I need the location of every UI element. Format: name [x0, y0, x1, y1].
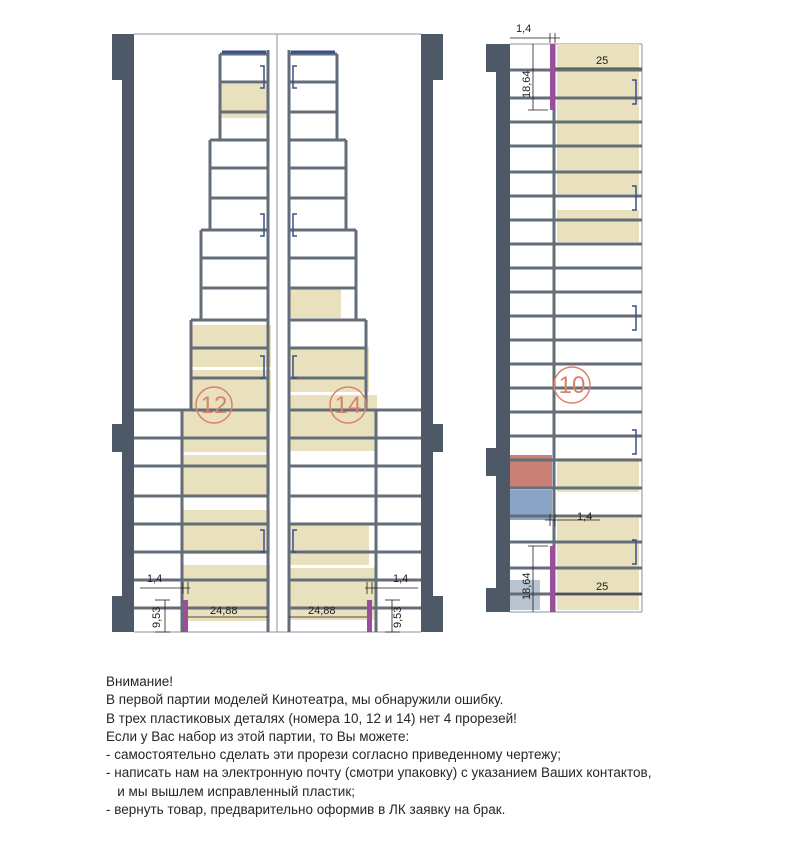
dim-slot-width-top: 1,4	[516, 23, 532, 35]
notice-line: и мы вышлем исправленный пластик;	[106, 783, 355, 799]
veneer-left	[182, 84, 271, 621]
dim-slot-depth-bottom: 18,64	[521, 572, 533, 600]
part-number-10: 10	[558, 372, 586, 399]
notice-line: - написать нам на электронную почту (смотри упаковку) с указанием Ваших контактов,	[106, 765, 652, 781]
notice-line: В первой партии моделей Кинотеатра, мы обнаружили ошибку.	[106, 692, 504, 708]
slot-top	[550, 44, 555, 110]
part-number-12: 12	[200, 392, 228, 419]
right-panel-frame	[421, 34, 443, 632]
notice-line: Если у Вас набор из этой партии, то Вы можете:	[106, 728, 410, 744]
notice-line: В трех пластиковых деталях (номера 10, 12 и 14) нет 4 прорезей!	[106, 710, 517, 726]
notice-line: - вернуть товар, предварительно оформив в ЛК заявку на брак.	[106, 802, 506, 818]
left-panel	[112, 34, 443, 632]
dim-offset-top: 25	[596, 55, 609, 67]
notice-heading: Внимание!	[106, 674, 174, 689]
dim-offset-right: 24,88	[308, 605, 336, 617]
dim-slot-depth-left: 9,53	[151, 606, 163, 628]
right-panel	[486, 23, 642, 612]
part-10-frame	[486, 44, 510, 612]
dim-slot-depth-top: 18,64	[521, 70, 533, 98]
dim-slot-depth-right: 9,53	[392, 606, 404, 628]
dim-slot-width-bottom: 1,4	[577, 511, 593, 523]
veneer-right	[289, 288, 377, 620]
slot-left	[183, 600, 188, 632]
dim-slot-width-right: 1,4	[393, 573, 409, 585]
left-panel-frame	[112, 34, 134, 632]
dim-slot-width-left: 1,4	[147, 573, 163, 585]
veneer-part-10	[557, 44, 639, 610]
dim-offset-left: 24,88	[210, 605, 238, 617]
notice-line: - самостоятельно сделать эти прорези согласно приведенному чертежу;	[106, 747, 561, 763]
slot-right	[367, 600, 372, 632]
part-number-14: 14	[334, 392, 362, 419]
dim-offset-bottom: 25	[596, 581, 609, 593]
slot-bottom	[550, 546, 555, 612]
notice-text	[106, 673, 746, 819]
